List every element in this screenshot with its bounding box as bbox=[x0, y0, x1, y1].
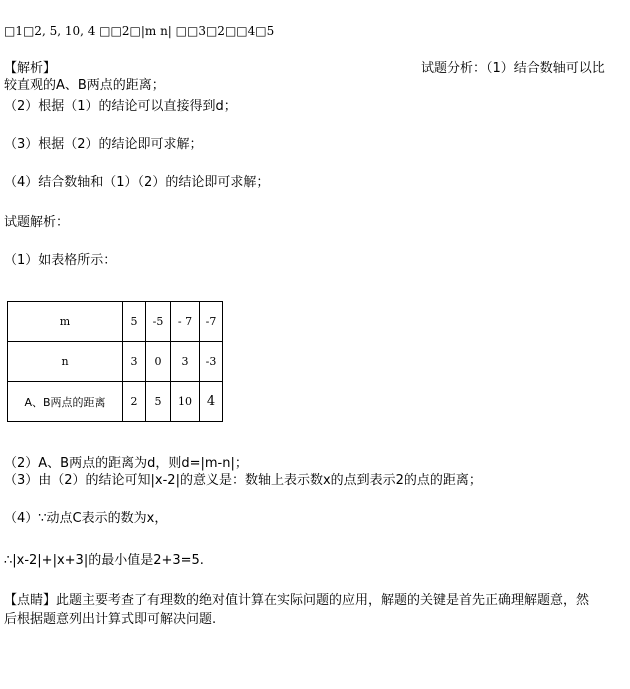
solution-1: （1）如表格所示： bbox=[4, 253, 117, 268]
table-cell: -3 bbox=[200, 342, 223, 382]
value-table bbox=[7, 301, 223, 422]
answer-line: □1□2, 5, 10, 4 □□2□|m n| □□3□2□□4□5 bbox=[4, 24, 275, 38]
row-label: m bbox=[8, 302, 123, 342]
table-cell: -5 bbox=[146, 302, 171, 342]
conclusion: ∴|x-2|+|x+3|的最小值是2+3=5. bbox=[4, 553, 204, 568]
table-cell: -7 bbox=[200, 302, 223, 342]
table-row bbox=[8, 302, 223, 342]
table-cell: 3 bbox=[123, 342, 146, 382]
analysis-intro: 试题分析：（1）结合数轴可以比 bbox=[421, 61, 605, 76]
solution-title: 试题解析： bbox=[4, 215, 70, 230]
table-row bbox=[8, 342, 223, 382]
table-cell: 5 bbox=[146, 382, 171, 422]
solution-2: （2）A、B两点的距离为d，则d=|m-n|； bbox=[4, 456, 248, 471]
table-cell: 10 bbox=[171, 382, 200, 422]
table-cell: 2 bbox=[123, 382, 146, 422]
solution-4: （4）∵动点C表示的数为x， bbox=[4, 511, 168, 526]
table-cell: 0 bbox=[146, 342, 171, 382]
table-cell: 4 bbox=[200, 382, 223, 422]
analysis-tag: 【解析】 bbox=[4, 61, 57, 76]
solution-3: （3）由（2）的结论可知|x-2|的意义是：数轴上表示数x的点到表示2的点的距离； bbox=[4, 473, 482, 488]
table-cell: - 7 bbox=[171, 302, 200, 342]
row-label: A、B两点的距离 bbox=[8, 382, 123, 422]
comment-line-2: 后根据题意列出计算式即可解决问题. bbox=[4, 612, 217, 627]
table-cell: 5 bbox=[123, 302, 146, 342]
table-cell: 3 bbox=[171, 342, 200, 382]
row-label: n bbox=[8, 342, 123, 382]
analysis-intro-cont: 较直观的A、B两点的距离； bbox=[4, 78, 165, 93]
step-3: （3）根据（2）的结论即可求解； bbox=[4, 137, 203, 152]
step-2: （2）根据（1）的结论可以直接得到d； bbox=[4, 99, 237, 114]
table-row bbox=[8, 382, 223, 422]
comment-line-1: 【点睛】此题主要考查了有理数的绝对值计算在实际问题的应用，解题的关键是首先正确理解题意，然 bbox=[4, 593, 590, 608]
step-4: （4）结合数轴和（1）（2）的结论即可求解； bbox=[4, 175, 270, 190]
